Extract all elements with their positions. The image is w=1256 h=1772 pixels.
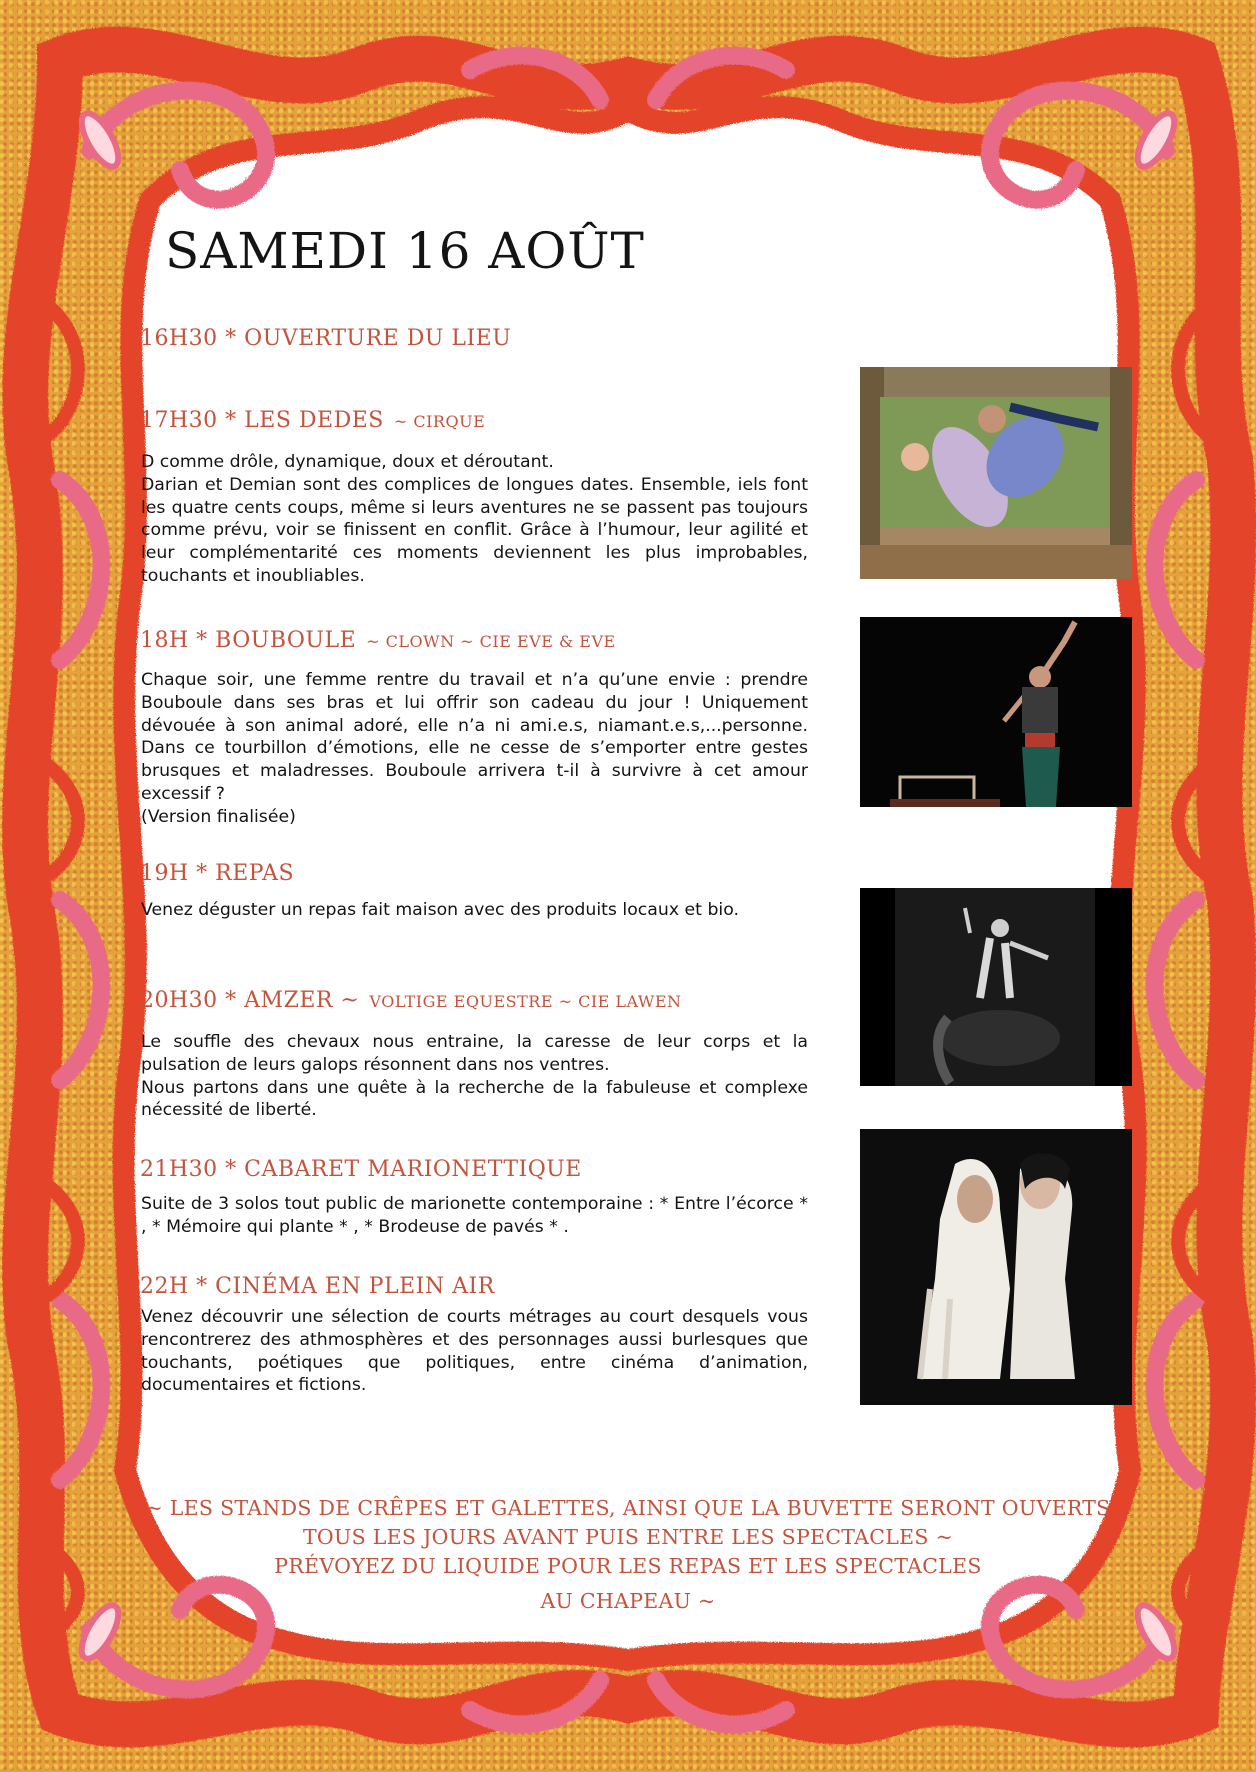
opening-heading: 16H30 * OUVERTURE DU LIEU <box>140 326 512 351</box>
description-paragraph: Suite de 3 solos tout public de marionette contemporaine : * Entre l’écorce * , * Mémoire qui plante * , * Brodeuse de pavés * . <box>141 1194 808 1237</box>
description-paragraph: Le souffle des chevaux nous entraine, la caresse de leur corps et la pulsation de leurs galops résonnent dans nos ventres. <box>141 1032 808 1075</box>
event-heading-cabaret <box>140 1157 582 1182</box>
page-title: SAMEDI 16 AOÛT <box>165 222 645 280</box>
event-heading-bouboule <box>140 628 616 653</box>
event-description-cabaret <box>141 1193 808 1239</box>
event-heading-dedes <box>140 408 485 433</box>
equestrian-vaulting-photo <box>860 888 1132 1086</box>
acrobats-in-wooden-frame-photo <box>860 367 1132 579</box>
description-paragraph: Venez déguster un repas fait maison avec des produits locaux et bio. <box>141 900 739 920</box>
event-time-title: 19H * REPAS <box>140 861 295 886</box>
description-line: (Version finalisée) <box>141 806 296 827</box>
description-paragraph: Chaque soir, une femme rentre du travail et n’a qu’une envie : prendre Bouboule dans ses bras et lui offrir son cadeau du jour ! Uniquement dévouée à son animal adoré, elle n’a ni ami.e.s, niamant.e.s,...personne. Dans ce tourbillon d’émotions, elle ne cesse de s’emporter entre gestes brusques et maladresses. Bouboule arrivera t-il à survivre à cet amour excessif ? <box>141 670 808 804</box>
event-tag: ~ CLOWN ~ CIE EVE & EVE <box>366 632 616 651</box>
puppet-elder-woman-photo <box>860 1129 1132 1405</box>
event-time-title: 22H * CINÉMA EN PLEIN AIR <box>140 1274 495 1299</box>
footer-line: PRÉVOYEZ DU LIQUIDE POUR LES REPAS ET LES SPECTACLES <box>274 1554 982 1578</box>
event-heading-cinema <box>140 1274 495 1299</box>
event-time-title: 17H30 * LES DEDES <box>140 408 384 433</box>
description-paragraph: Darian et Demian sont des complices de longues dates. Ensemble, iels font les quatre cents coups, même si leurs aventures ne se passent pas toujours comme prévu, voir se finissent en conflit. Grâce à l’humour, leur agilité et leur complémentarité ces moments deviennent les plus improbables, touchants et inoubliables. <box>141 474 808 586</box>
footer-line: TOUS LES JOURS AVANT PUIS ENTRE LES SPECTACLES ~ <box>302 1525 954 1549</box>
footer-line: AU CHAPEAU ~ <box>540 1589 716 1613</box>
event-description-amzer <box>141 1031 808 1122</box>
event-heading-amzer <box>140 988 682 1013</box>
event-description-cinema <box>141 1306 808 1397</box>
event-heading-repas <box>140 861 294 886</box>
event-time-title: 20H30 * AMZER ~ <box>140 988 360 1013</box>
event-time-title: 18H * BOUBOULE <box>140 628 357 653</box>
event-tag: VOLTIGE EQUESTRE ~ CIE LAWEN <box>369 992 682 1011</box>
event-time-title: 21H30 * CABARET MARIONETTIQUE <box>140 1157 582 1182</box>
description-line: D comme drôle, dynamique, doux et déroutant. <box>141 452 554 472</box>
event-description-dedes <box>141 451 808 588</box>
footer-line: ~ LES STANDS DE CRÊPES ET GALETTES, AINSI QUE LA BUVETTE SERONT OUVERTS <box>145 1496 1111 1520</box>
event-tag: ~ CIRQUE <box>393 412 486 431</box>
description-paragraph: Nous partons dans une quête à la recherche de la fabuleuse et complexe nécessité de liberté. <box>141 1077 808 1121</box>
event-description-repas <box>141 899 808 922</box>
event-description-bouboule <box>141 669 808 829</box>
clown-on-stage-photo <box>860 617 1132 807</box>
description-paragraph: Venez découvrir une sélection de courts métrages au court desquels vous rencontrerez des athmosphères et des personnages aussi burlesques que touchants, poétiques que politiques, entre cinéma d’animation, documentaires et fictions. <box>141 1307 808 1396</box>
footer-notice <box>140 1494 1116 1616</box>
